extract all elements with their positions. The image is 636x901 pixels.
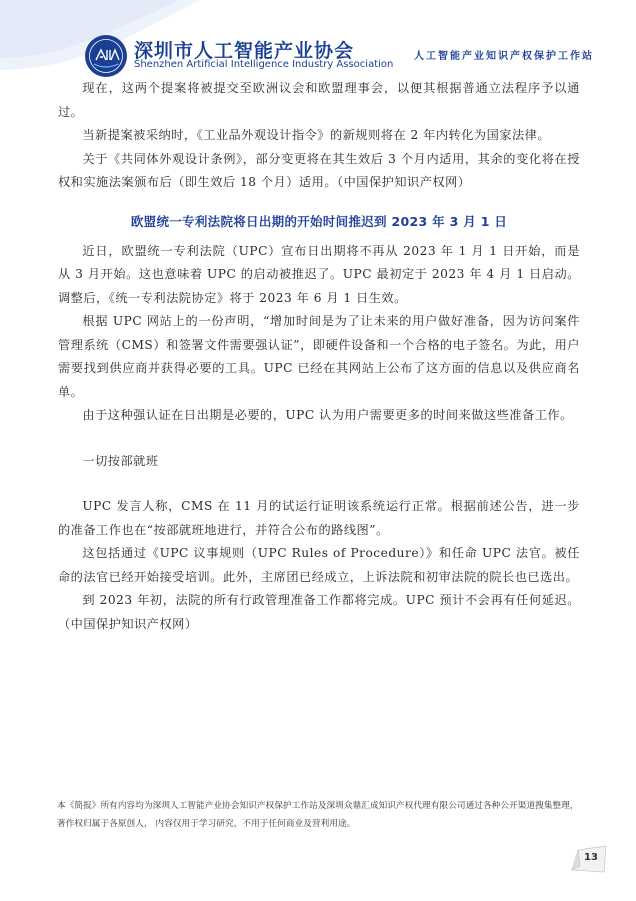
paragraph: UPC 发言人称，CMS 在 11 月的试运行证明该系统运行正常。根据前述公告，进一步的准备工作也在“按部就班地进行，并符合公布的路线图”。 <box>58 499 580 537</box>
copyright-notice: 本《简报》所有内容均为深圳人工智能产业协会知识产权保护工作站及深圳众鼎汇成知识产权代理有限公司通过各种公开渠道搜集整理，著作权归属于各原创人， 内容仅用于学习研究，不用于任何商业及营利用途。 <box>57 801 579 829</box>
page-number: 13 <box>584 852 598 863</box>
article-content <box>58 77 580 636</box>
paragraph: 到 2023 年初，法院的所有行政管理准备工作都将完成。UPC 预计不会再有任何延迟。（中国保护知识产权网） <box>58 593 580 631</box>
association-logo <box>84 34 128 78</box>
paragraph: 近日，欧盟统一专利法院（UPC）宣布日出期将不再从 2023 年 1 月 1 日开始，而是从 3 月开始。这也意味着 UPC 的启动被推迟了。UPC 最初定于 2023 年 4 月 1 日启动。调整后，《统一专利法院协定》将于 2023 年 6 月 1 日生效。 <box>58 243 580 305</box>
paragraph: 现在，这两个提案将被提交至欧洲议会和欧盟理事会，以便其根据普通立法程序予以通过。 <box>58 81 580 119</box>
paragraph: 这包括通过《UPC 议事规则（UPC Rules of Procedure）》和任命 UPC 法官。被任命的法官已经开始接受培训。此外，主席团已经成立，上诉法院和初审法院的院长也已选出。 <box>58 546 580 584</box>
department-name: 人工智能产业知识产权保护工作站 <box>414 51 594 62</box>
subheading: 一切按部就班 <box>82 453 159 468</box>
article-title: 欧盟统一专利法院将日出期的开始时间推迟到 2023 年 3 月 1 日 <box>130 213 508 229</box>
organization-name-english: Shenzhen Artificial Intelligence Industry Association <box>134 59 394 70</box>
paragraph: 根据 UPC 网站上的一份声明，“增加时间是为了让未来的用户做好准备，因为访问案件管理系统（CMS）和签署文件需要强认证”，即硬件设备和一个合格的电子签名。为此，用户需要找到供应商并获得必要的工具。UPC 已经在其网站上公布了这方面的信息以及供应商名单。 <box>58 314 580 399</box>
organization-name-chinese: 深圳市人工智能产业协会 <box>134 40 355 62</box>
paragraph: 由于这种强认证在日出期是必要的，UPC 认为用户需要更多的时间来做这些准备工作。 <box>82 408 573 422</box>
paragraph: 当新提案被采纳时，《工业品外观设计指令》的新规则将在 2 年内转化为国家法律。 <box>82 128 551 142</box>
paragraph: 关于《共同体外观设计条例》，部分变更将在其生效后 3 个月内适用，其余的变化将在授权和实施法案颁布后（即生效后 18 个月）适用。（中国保护知识产权网） <box>58 151 580 189</box>
page-number-badge <box>570 842 610 878</box>
